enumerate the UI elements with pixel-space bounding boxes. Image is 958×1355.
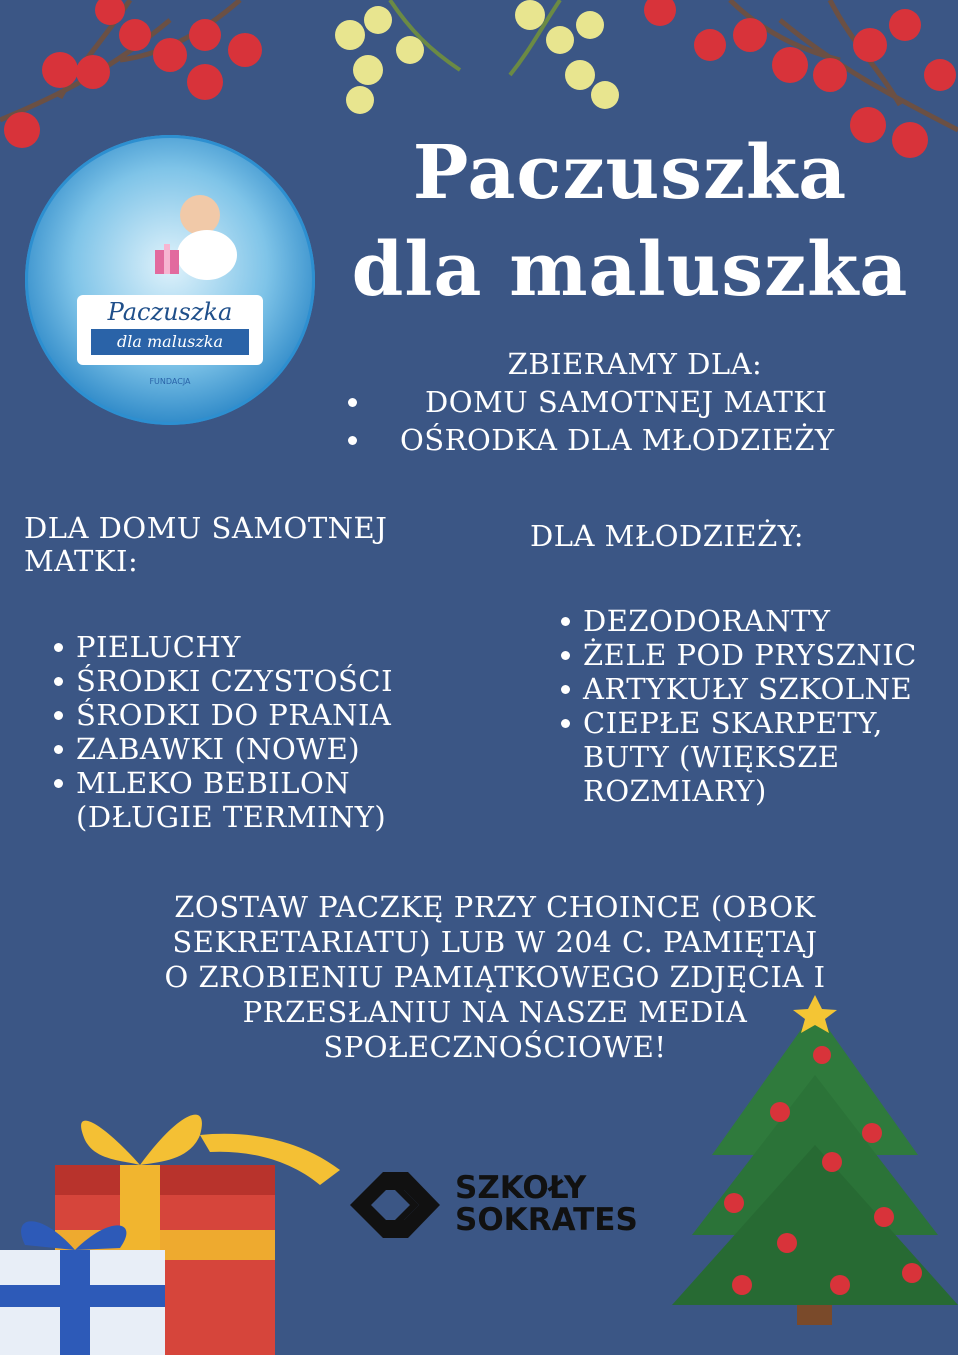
collect-item xyxy=(340,421,920,459)
bullet-icon xyxy=(54,745,63,754)
collect-item xyxy=(340,383,920,421)
list-item-text: ŻELE POD PRYSZNIC xyxy=(583,638,917,672)
bullet-icon xyxy=(54,643,63,652)
mother-home-section xyxy=(24,512,444,834)
list-item-text: ŚRODKI CZYSTOŚCI xyxy=(76,664,394,698)
bullet-icon xyxy=(54,711,63,720)
list-item xyxy=(24,732,444,766)
collect-heading: ZBIERAMY DLA: xyxy=(507,347,763,381)
list-item xyxy=(24,630,444,664)
drop-off-notice: ZOSTAW PACZKĘ PRZY CHOINCE (OBOK SEKRETARIATU) LUB W 204 C. PAMIĘTAJ O ZROBIENIU PAMIĄTKOWEGO ZDJĘCIA I PRZESŁANIU NA NASZE MEDIA SPOŁECZNOŚCIOWE! xyxy=(164,890,826,1064)
youth-section xyxy=(530,518,940,808)
collect-item-text: OŚRODKA DLA MŁODZIEŻY xyxy=(400,423,835,457)
list-item xyxy=(531,604,940,638)
title-line-2: dla maluszka xyxy=(351,227,909,313)
bullet-icon xyxy=(348,398,357,407)
list-item xyxy=(24,664,444,698)
sokrates-logo-mark-icon xyxy=(348,1170,443,1240)
mother-home-list xyxy=(24,630,444,834)
christmas-tree-icon xyxy=(672,985,958,1355)
bullet-icon xyxy=(54,677,63,686)
sokrates-logo-text xyxy=(455,1172,638,1236)
badge-title: Paczuszka xyxy=(107,298,233,326)
list-item-text: ŚRODKI DO PRANIA xyxy=(76,698,392,732)
title-line-1: Paczuszka xyxy=(412,130,848,216)
list-item-text: ARTYKUŁY SZKOLNE xyxy=(583,672,913,706)
youth-list xyxy=(531,604,940,808)
collect-item-text: DOMU SAMOTNEJ MATKI xyxy=(425,385,828,419)
list-item-text: CIEPŁE SKARPETY, BUTY (WIĘKSZE ROZMIARY) xyxy=(583,706,883,808)
list-item-text: DEZODORANTY xyxy=(583,604,831,638)
bullet-icon xyxy=(561,719,570,728)
bullet-icon xyxy=(561,685,570,694)
bullet-icon xyxy=(348,436,357,445)
badge-ribbon xyxy=(77,295,263,365)
yellow-berries-icon xyxy=(330,0,630,130)
badge-subtitle xyxy=(91,329,249,355)
list-item-text: MLEKO BEBILON (DŁUGIE TERMINY) xyxy=(76,766,387,834)
list-item xyxy=(24,766,396,834)
collect-section xyxy=(340,345,920,459)
bullet-icon xyxy=(561,617,570,626)
baby-figure-icon xyxy=(135,190,245,300)
list-item xyxy=(531,706,903,808)
logo-line-2: SOKRATES xyxy=(455,1202,638,1238)
badge-subtitle-text: dla maluszka xyxy=(117,332,223,351)
youth-heading: DLA MŁODZIEŻY: xyxy=(530,519,805,553)
badge-org-label: FUNDACJA xyxy=(149,377,191,386)
bullet-icon xyxy=(54,779,63,788)
gift-boxes-icon xyxy=(0,1100,350,1355)
page-title xyxy=(340,128,920,328)
campaign-badge xyxy=(25,135,315,425)
list-item-text: ZABAWKI (NOWE) xyxy=(76,732,361,766)
list-item xyxy=(531,672,940,706)
bullet-icon xyxy=(561,651,570,660)
mother-home-heading: DLA DOMU SAMOTNEJ MATKI: xyxy=(24,511,388,578)
list-item xyxy=(531,638,940,672)
logo-line-1: SZKOŁY xyxy=(455,1170,587,1206)
list-item-text: PIELUCHY xyxy=(76,630,241,664)
list-item xyxy=(24,698,444,732)
